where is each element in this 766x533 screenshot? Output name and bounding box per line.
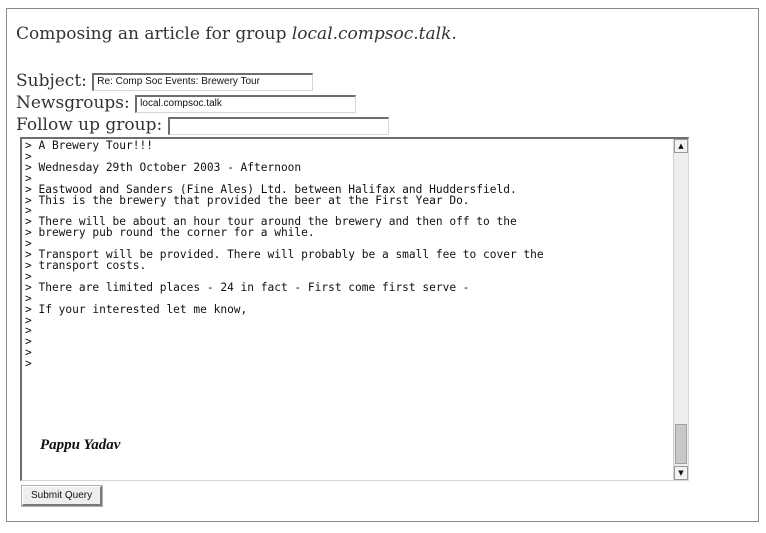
signature: Pappu Yadav (40, 437, 121, 453)
textarea-scrollbar[interactable] (673, 139, 688, 480)
newsgroups-field[interactable]: local.compsoc.talk (135, 95, 356, 113)
article-body-textarea[interactable] (20, 137, 689, 481)
scroll-down-arrow-icon[interactable]: ▼ (674, 466, 688, 480)
followup-row (16, 114, 389, 136)
subject-row (16, 70, 313, 92)
heading-prefix: Composing an article for group (16, 24, 292, 44)
article-body-text[interactable]: > A Brewery Tour!!! > > Wednesday 29th October 2003 - Afternoon > > Eastwood and Sanders (Fine Ales) Ltd. between Halifax and Huddersfield. > This is the brewery that provided the beer at the First Year Do. > > There will be about an hour tour around the brewery and then off to the > brewery pub round the corner for a while. > > Transport will be provided. There will probably be a small fee to cover the > transport costs. > > There are limited places - 24 in fact - First come first serve - > > If your interested let me know, > > > > > (25, 139, 544, 371)
newsgroups-label: Newsgroups: (16, 93, 130, 113)
scrollbar-thumb[interactable] (675, 424, 687, 464)
newsgroups-row (16, 92, 356, 114)
scroll-up-arrow-icon[interactable]: ▲ (674, 139, 688, 153)
page-heading (16, 24, 457, 44)
submit-query-button[interactable]: Submit Query (22, 486, 102, 506)
followup-group-field[interactable] (168, 117, 389, 135)
heading-group-name: local.compsoc.talk (291, 24, 452, 44)
subject-label: Subject: (16, 71, 87, 91)
followup-label: Follow up group: (16, 115, 163, 135)
heading-suffix: . (451, 24, 457, 44)
subject-field[interactable]: Re: Comp Soc Events: Brewery Tour (92, 73, 313, 91)
